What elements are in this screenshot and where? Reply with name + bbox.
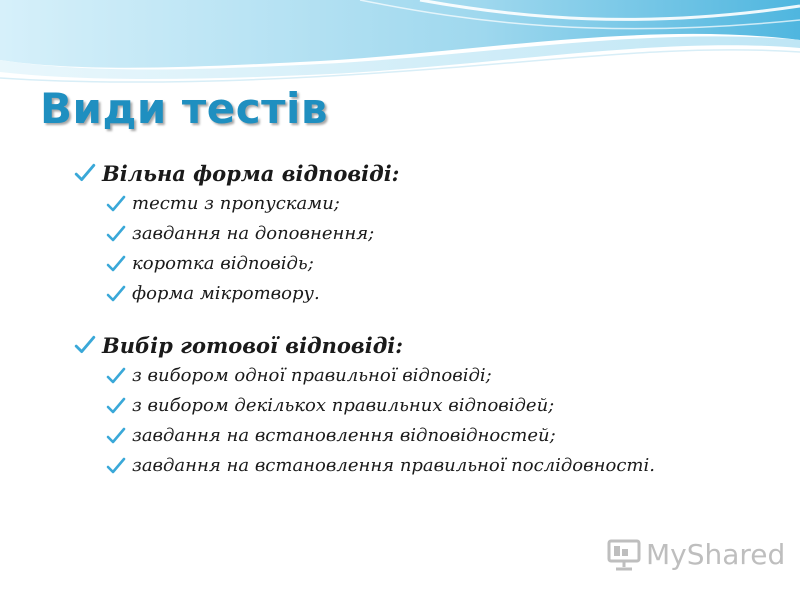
section-heading	[74, 327, 774, 363]
list-item	[106, 253, 774, 275]
checkmark-icon	[106, 396, 126, 416]
checkmark-icon	[106, 224, 126, 244]
checkmark-icon	[74, 334, 96, 356]
list-item-text: коротка відповідь;	[132, 253, 314, 274]
item-list	[106, 365, 774, 477]
item-list	[106, 193, 774, 305]
list-item	[106, 223, 774, 245]
checkmark-icon	[106, 254, 126, 274]
watermark-text: MyShared	[646, 537, 786, 571]
section-heading	[74, 155, 774, 191]
checkmark-icon	[106, 284, 126, 304]
list-item-text: форма мікротвору.	[132, 283, 320, 304]
list-item-text: завдання на встановлення відповідностей;	[132, 425, 556, 446]
list-item-text: тести з пропусками;	[132, 193, 340, 214]
checkmark-icon	[106, 194, 126, 214]
list-item	[106, 425, 774, 447]
watermark-logo	[606, 536, 785, 572]
section-heading-text: Вільна форма відповіді:	[102, 160, 400, 186]
presentation-screen-icon	[606, 536, 642, 572]
slide-content	[74, 155, 774, 499]
list-item	[106, 395, 774, 417]
list-item-text: з вибором одної правильної відповіді;	[132, 365, 492, 386]
section-ready-answer	[74, 327, 774, 477]
section-heading-text: Вибір готової відповіді:	[102, 332, 404, 358]
list-item	[106, 455, 774, 477]
list-item	[106, 283, 774, 305]
slide-title: Види тестів	[40, 84, 328, 133]
list-item	[106, 193, 774, 215]
section-free-answer	[74, 155, 774, 305]
checkmark-icon	[106, 426, 126, 446]
list-item-text: з вибором декількох правильних відповідей;	[132, 395, 555, 416]
list-item-text: завдання на встановлення правильної послідовності.	[132, 455, 655, 476]
checkmark-icon	[74, 162, 96, 184]
checkmark-icon	[106, 366, 126, 386]
list-item-text: завдання на доповнення;	[132, 223, 375, 244]
checkmark-icon	[106, 456, 126, 476]
list-item	[106, 365, 774, 387]
